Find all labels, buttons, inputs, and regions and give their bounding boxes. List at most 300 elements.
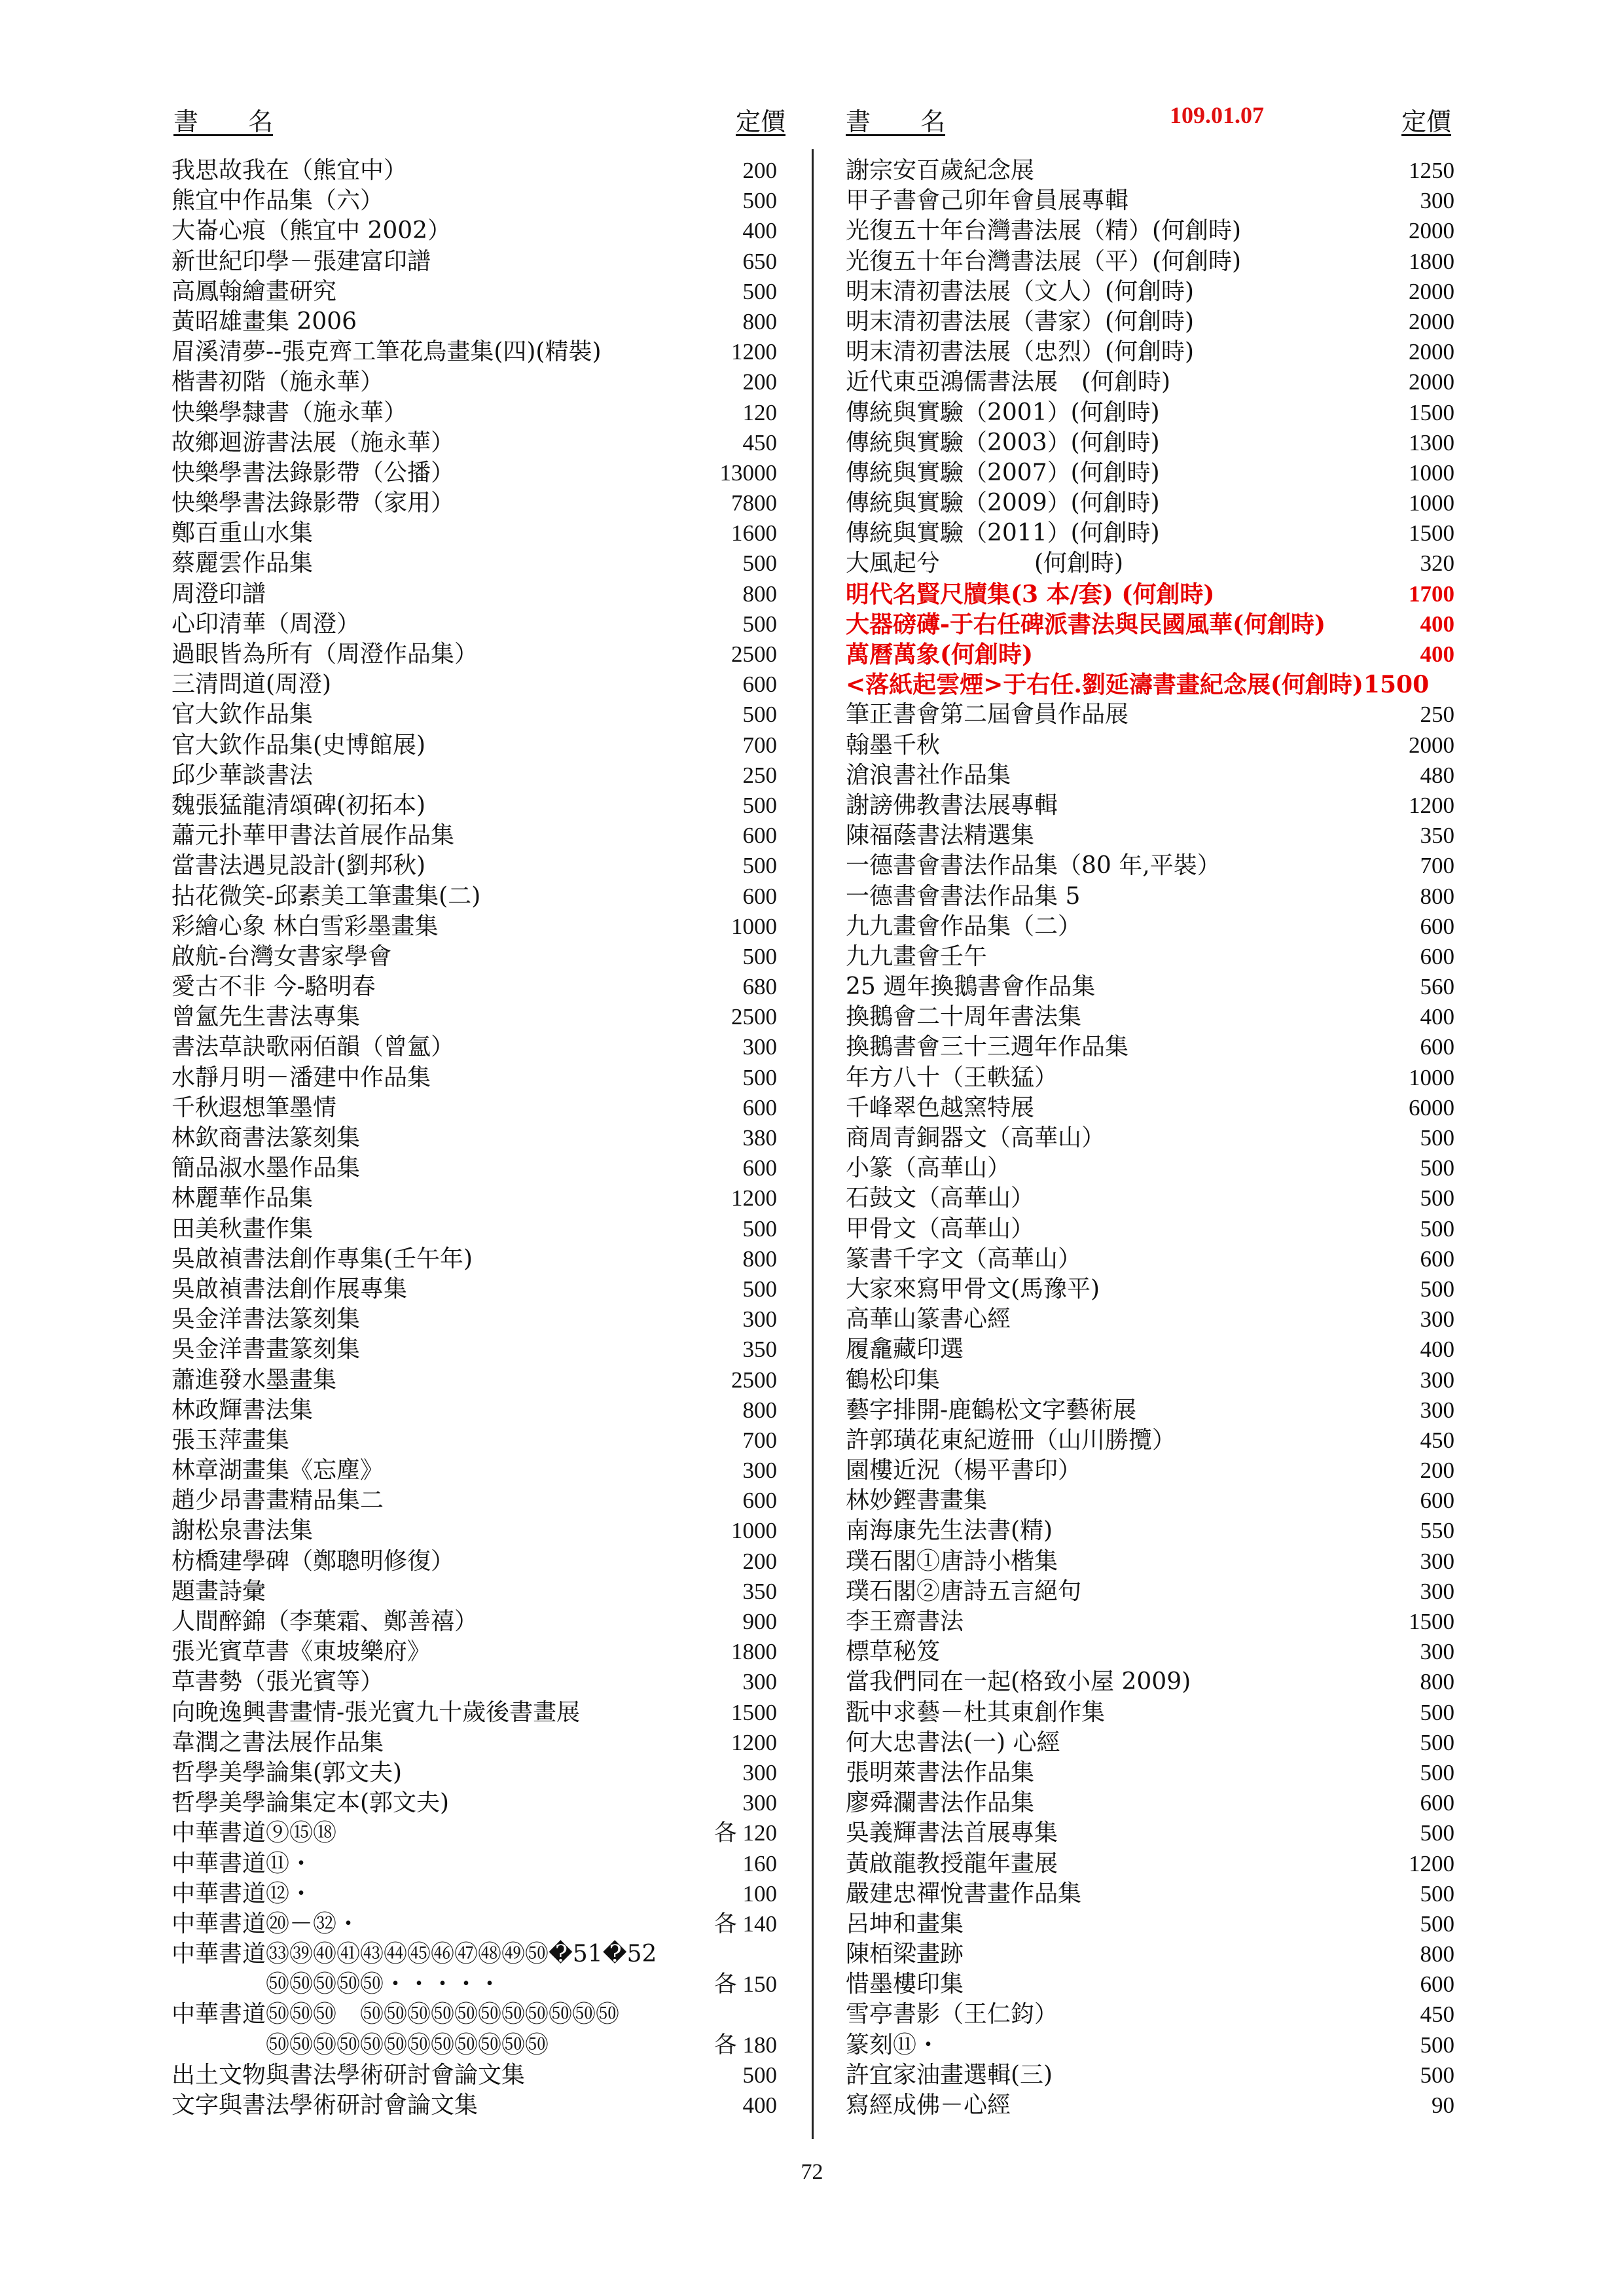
book-title: 彩繪心象 林白雪彩墨畫集 — [171, 912, 439, 940]
book-price: 500 — [1420, 2062, 1454, 2088]
book-row — [171, 2030, 777, 2060]
book-title: 25 週年換鵝書會作品集 — [846, 973, 1096, 1001]
book-title: 快樂學書法錄影帶（家用） — [171, 490, 455, 517]
book-row — [846, 609, 1454, 639]
book-title: 李王齋書法 — [846, 1608, 964, 1635]
book-title: 吳啟禎書法創作專集(壬午年) — [171, 1245, 473, 1272]
book-price: 500 — [742, 611, 777, 637]
book-price: 300 — [742, 1034, 777, 1060]
book-title: 我思故我在（熊宜中） — [171, 157, 408, 184]
book-row — [846, 1728, 1454, 1758]
book-row — [171, 1969, 777, 2000]
book-price: 500 — [742, 1276, 777, 1302]
book-title: 熊宜中作品集（六） — [171, 187, 384, 215]
book-title: 吳金洋書法篆刻集 — [171, 1306, 361, 1333]
book-title: 鄭百重山水集 — [171, 520, 314, 547]
book-price: 300 — [742, 1790, 777, 1816]
book-title: 篆刻⑪・ — [846, 2031, 941, 2058]
book-row — [846, 307, 1454, 337]
book-title: 萬曆萬象(何創時) — [846, 641, 1034, 668]
book-price: 400 — [1420, 1336, 1454, 1363]
book-row — [171, 1063, 777, 1093]
book-title: 拈花微笑-邱素美工筆畫集(二) — [171, 882, 481, 910]
right-column-header — [846, 101, 1451, 141]
book-price: 350 — [742, 1336, 777, 1363]
book-row — [846, 1758, 1454, 1788]
book-row — [171, 1849, 777, 1879]
book-title: 愛古不非 今-駱明春 — [171, 973, 376, 1001]
book-price: 800 — [1420, 1669, 1454, 1695]
book-title: 大器磅礡-于右任碑派書法與民國風華(何創時) — [846, 610, 1326, 638]
book-row — [846, 1637, 1454, 1667]
price-column-label: 定價 — [1401, 107, 1451, 136]
book-title: 履龕藏印選 — [846, 1336, 964, 1363]
book-price: 500 — [742, 943, 777, 969]
book-price: 6000 — [1409, 1094, 1454, 1121]
book-row — [171, 942, 777, 972]
book-price: 500 — [742, 2062, 777, 2088]
column-divider — [812, 149, 814, 2139]
book-title: 當我們同在一起(格致小屋 2009) — [846, 1668, 1191, 1696]
title-column-label: 書 名 — [173, 107, 274, 136]
book-row — [846, 548, 1454, 579]
book-title: 千秋遐想筆墨情 — [171, 1094, 337, 1121]
book-title: 呂坤和畫集 — [846, 1910, 964, 1937]
book-title: 滄浪書社作品集 — [846, 761, 1011, 789]
book-row — [171, 548, 777, 579]
book-title: 傳統與實驗（2001）(何創時) — [846, 399, 1160, 426]
book-title: 篆書千字文（高華山） — [846, 1245, 1082, 1272]
book-title: 官大欽作品集 — [171, 701, 314, 728]
book-row — [171, 1002, 777, 1032]
book-title: 明末清初書法展（書家）(何創時) — [846, 308, 1195, 335]
book-price: 800 — [742, 1397, 777, 1423]
book-price: 200 — [742, 369, 777, 395]
book-title: 許宜家油畫選輯(三) — [846, 2061, 1053, 2089]
book-price: 400 — [742, 2092, 777, 2118]
book-title: 傳統與實驗（2009）(何創時) — [846, 490, 1160, 517]
book-price: 200 — [742, 158, 777, 183]
book-row — [846, 277, 1454, 307]
book-price: 300 — [742, 1759, 777, 1785]
book-title: 曾氳先生書法專集 — [171, 1003, 361, 1031]
book-price: 1000 — [731, 913, 777, 939]
book-price: 1600 — [731, 520, 777, 547]
book-price: 1500 — [1409, 1609, 1454, 1634]
book-title: 哲學美學論集(郭文夫) — [171, 1759, 403, 1786]
book-row — [846, 518, 1454, 548]
book-row — [171, 1093, 777, 1123]
book-price: 1200 — [1409, 792, 1454, 818]
book-price: 250 — [742, 762, 777, 788]
book-price: 600 — [742, 883, 777, 909]
book-title: 魏張猛龍清頌碑(初拓本) — [171, 791, 426, 819]
book-price: 300 — [1420, 1367, 1454, 1393]
book-title: 蔡麗雲作品集 — [171, 550, 314, 577]
book-row — [846, 1516, 1454, 1546]
book-title: 官大欽作品集(史博館展) — [171, 731, 426, 759]
book-title: 邱少華談書法 — [171, 761, 314, 789]
book-price: 7800 — [731, 490, 777, 516]
book-price: 600 — [742, 1094, 777, 1121]
book-row — [846, 1939, 1454, 1969]
book-row — [846, 1969, 1454, 2000]
book-price: 300 — [1420, 1548, 1454, 1574]
book-row — [846, 1486, 1454, 1516]
book-price: 500 — [742, 278, 777, 304]
book-title: 出土文物與書法學術研討會論文集 — [171, 2061, 526, 2089]
book-price: 500 — [742, 702, 777, 728]
book-row — [846, 247, 1454, 277]
book-title: 楷書初階（施永華） — [171, 368, 384, 396]
book-row — [171, 1274, 777, 1304]
book-row — [846, 156, 1454, 186]
book-title: ㊿㊿㊿㊿㊿・・・・・ — [171, 1971, 502, 1998]
book-row — [171, 1153, 777, 1183]
book-row — [846, 1879, 1454, 1909]
book-price: 300 — [742, 1306, 777, 1333]
book-price: 各 120 — [713, 1820, 777, 1846]
book-row — [846, 1244, 1454, 1274]
book-title: 故鄉迴游書法展（施永華） — [171, 429, 455, 456]
book-row — [171, 1244, 777, 1274]
book-title: 吳義輝書法首展專集 — [846, 1820, 1058, 1847]
book-title: 九九畫會壬午 — [846, 942, 988, 970]
book-row — [846, 851, 1454, 881]
book-row — [171, 1577, 777, 1607]
book-row — [171, 1879, 777, 1909]
book-title: 九九畫會作品集（二） — [846, 912, 1082, 940]
book-price: 500 — [1420, 1185, 1454, 1211]
book-price: 450 — [742, 429, 777, 456]
book-price: 600 — [1420, 1246, 1454, 1272]
book-price: 2500 — [731, 1004, 777, 1030]
book-price: 500 — [742, 188, 777, 214]
book-title: 張光賓草書《東坡樂府》 — [171, 1638, 431, 1666]
book-price: 450 — [1420, 1427, 1454, 1453]
book-price: 400 — [742, 218, 777, 244]
book-price: 500 — [742, 1215, 777, 1242]
book-row — [846, 2090, 1454, 2121]
book-title: 中華書道⑳－㉜・ — [171, 1910, 361, 1937]
book-row — [171, 1728, 777, 1758]
book-title: 草書勢（張光賓等） — [171, 1668, 384, 1696]
book-row — [171, 700, 777, 730]
book-price: 500 — [1420, 1880, 1454, 1907]
book-price: 120 — [742, 399, 777, 425]
book-price: 300 — [1420, 188, 1454, 214]
book-row — [846, 730, 1454, 761]
book-title: 向晚逸興書畫情-張光賓九十歲後書畫展 — [171, 1698, 581, 1726]
book-row — [171, 518, 777, 548]
book-title: 黃昭雄畫集 2006 — [171, 308, 357, 335]
book-row — [846, 1063, 1454, 1093]
book-row — [846, 367, 1454, 397]
book-price: 500 — [1420, 1155, 1454, 1181]
book-title: 嚴建忠禪悅書畫作品集 — [846, 1880, 1082, 1907]
book-title: 新世紀印學－張建富印譜 — [171, 247, 431, 275]
book-title: 謝宗安百歲紀念展 — [846, 157, 1035, 184]
book-row — [171, 2060, 777, 2090]
book-title: 題畫詩彙 — [171, 1577, 266, 1605]
book-price: 480 — [1420, 762, 1454, 788]
book-price: 900 — [742, 1609, 777, 1634]
book-row — [171, 1032, 777, 1062]
book-price: 600 — [742, 672, 777, 698]
book-row — [171, 1335, 777, 1365]
book-price: 1200 — [731, 1729, 777, 1755]
book-row — [846, 1909, 1454, 1939]
book-price: 500 — [1420, 1125, 1454, 1151]
book-price: 250 — [1420, 702, 1454, 728]
book-price: 680 — [742, 974, 777, 1000]
book-row — [846, 1153, 1454, 1183]
book-price: 500 — [1420, 1276, 1454, 1302]
book-price: 650 — [742, 248, 777, 274]
book-title: 明末清初書法展（文人）(何創時) — [846, 278, 1195, 305]
book-price: 400 — [1420, 611, 1454, 637]
book-row — [846, 1304, 1454, 1335]
book-row — [846, 2030, 1454, 2060]
book-row — [171, 2000, 777, 2030]
book-price: 300 — [742, 1669, 777, 1695]
book-row — [846, 1607, 1454, 1637]
book-price: 1800 — [731, 1639, 777, 1665]
book-price: 2000 — [1409, 308, 1454, 334]
book-price: 300 — [1420, 1639, 1454, 1665]
book-title: 光復五十年台灣書法展（平）(何創時) — [846, 247, 1242, 275]
book-price: 600 — [1420, 1488, 1454, 1514]
book-price: 500 — [1420, 1215, 1454, 1242]
book-row — [171, 579, 777, 609]
book-title: 明代名賢尺牘集(3 本/套) (何創時) — [846, 580, 1215, 608]
book-title: 高華山篆書心經 — [846, 1306, 1011, 1333]
book-price: 380 — [742, 1125, 777, 1151]
book-title: 中華書道⑫・ — [171, 1880, 314, 1907]
book-row — [846, 1426, 1454, 1456]
book-title: 傳統與實驗（2007）(何創時) — [846, 459, 1160, 486]
book-row — [171, 670, 777, 700]
book-price: 2000 — [1409, 732, 1454, 758]
book-title: 光復五十年台灣書法展（精）(何創時) — [846, 217, 1242, 245]
book-title: ㊿㊿㊿㊿㊿㊿㊿㊿㊿㊿㊿㊿ — [171, 2031, 549, 2058]
book-title: 當書法遇見設計(劉邦秋) — [171, 852, 426, 880]
price-column-label: 定價 — [735, 107, 785, 136]
book-price: 700 — [742, 732, 777, 758]
book-title: 換鵝會二十周年書法集 — [846, 1003, 1082, 1031]
book-row — [171, 307, 777, 337]
book-row — [846, 639, 1454, 670]
book-row — [171, 398, 777, 428]
book-title: 吳金洋書畫篆刻集 — [171, 1336, 361, 1363]
book-price: 600 — [1420, 1034, 1454, 1060]
book-title: 黃啟龍教授龍年畫展 — [846, 1850, 1058, 1877]
book-price: 1250 — [1409, 158, 1454, 183]
book-row — [846, 1818, 1454, 1848]
book-title: 謝謗佛教書法展專輯 — [846, 791, 1058, 819]
book-row — [846, 670, 1454, 700]
book-row — [846, 337, 1454, 367]
book-price: 90 — [1432, 2092, 1454, 2118]
book-title: 中華書道⑨⑮⑱ — [171, 1820, 337, 1847]
book-title: 藝字排開-鹿鶴松文字藝術展 — [846, 1396, 1137, 1424]
book-title: 甲子書會己卯年會員展專輯 — [846, 187, 1129, 215]
book-title: 枋橋建學碑（鄭聰明修復） — [171, 1547, 455, 1575]
book-price: 13000 — [719, 459, 777, 486]
book-price: 500 — [1420, 2032, 1454, 2058]
book-title: 林欽商書法篆刻集 — [171, 1124, 361, 1151]
book-title: 翫中求藝－杜其東創作集 — [846, 1698, 1106, 1726]
book-row — [171, 216, 777, 246]
book-row — [846, 1365, 1454, 1395]
book-price: 1000 — [1409, 459, 1454, 486]
book-title: 過眼皆為所有（周澄作品集） — [171, 641, 478, 668]
book-row — [846, 1032, 1454, 1062]
book-title: 心印清華（周澄） — [171, 610, 361, 637]
book-row — [171, 186, 777, 216]
book-row — [846, 1214, 1454, 1244]
book-row — [846, 1274, 1454, 1304]
book-price: 1500 — [1409, 399, 1454, 425]
book-price: 500 — [1420, 1729, 1454, 1755]
book-row — [171, 761, 777, 791]
book-row — [171, 428, 777, 458]
book-row — [171, 1123, 777, 1153]
book-price: 2000 — [1409, 278, 1454, 304]
book-row — [846, 579, 1454, 609]
book-row — [846, 2000, 1454, 2030]
book-row — [171, 912, 777, 942]
book-price: 1200 — [731, 1185, 777, 1211]
book-title: 明末清初書法展（忠烈）(何創時) — [846, 338, 1195, 366]
book-price: 200 — [742, 1548, 777, 1574]
book-row — [846, 1335, 1454, 1365]
book-row — [846, 1123, 1454, 1153]
book-title: 張玉萍畫集 — [171, 1426, 290, 1454]
book-title: 筆正書會第二屆會員作品展 — [846, 701, 1129, 728]
book-row — [846, 458, 1454, 488]
book-price: 500 — [1420, 1759, 1454, 1785]
book-price: 500 — [742, 853, 777, 879]
book-title: 惜墨樓印集 — [846, 1971, 964, 1998]
book-price: 400 — [1420, 1004, 1454, 1030]
book-row — [171, 1395, 777, 1426]
book-row — [846, 821, 1454, 851]
book-title: 水靜月明－潘建中作品集 — [171, 1064, 431, 1091]
book-title: 陳栢梁畫跡 — [846, 1941, 964, 1968]
book-row — [171, 639, 777, 670]
book-row — [171, 1486, 777, 1516]
book-title: 石鼓文（高華山） — [846, 1185, 1035, 1212]
book-title: 大崙心痕（熊宜中 2002） — [171, 217, 452, 245]
book-title: 田美秋畫作集 — [171, 1215, 314, 1242]
book-row — [846, 488, 1454, 518]
book-row — [846, 1456, 1454, 1486]
title-column-label: 書 名 — [846, 107, 946, 136]
book-title: 謝松泉書法集 — [171, 1517, 314, 1545]
catalog-date: 109.01.07 — [1170, 102, 1264, 128]
book-title: 快樂學隸書（施永華） — [171, 399, 408, 426]
book-price: 600 — [1420, 913, 1454, 939]
book-row — [171, 337, 777, 367]
book-title: 標草秘笈 — [846, 1638, 941, 1666]
book-price: 1300 — [1409, 429, 1454, 456]
book-price: 各 150 — [713, 1971, 777, 1998]
book-row — [171, 488, 777, 518]
book-row — [846, 1698, 1454, 1728]
book-row — [846, 2060, 1454, 2090]
book-row — [171, 1698, 777, 1728]
book-price: 450 — [1420, 2001, 1454, 2028]
book-row — [846, 1002, 1454, 1032]
book-row — [846, 1667, 1454, 1697]
book-row — [171, 1667, 777, 1697]
book-row — [171, 1788, 777, 1818]
book-price: 500 — [1420, 1820, 1454, 1846]
book-title: 鶴松印集 — [846, 1366, 941, 1393]
book-row — [171, 1607, 777, 1637]
book-title: 許郭璜花東紀遊冊（山川勝攬） — [846, 1426, 1176, 1454]
book-price: 560 — [1420, 974, 1454, 1000]
book-row — [171, 1758, 777, 1788]
book-title: 快樂學書法錄影帶（公播） — [171, 459, 455, 486]
right-book-list — [846, 156, 1454, 2121]
book-price: 600 — [742, 1155, 777, 1181]
book-row — [171, 1456, 777, 1486]
book-title: 寫經成佛－心經 — [846, 2092, 1011, 2119]
book-row — [846, 428, 1454, 458]
book-row — [846, 1547, 1454, 1577]
book-row — [171, 2090, 777, 2121]
book-row — [171, 791, 777, 821]
book-row — [171, 247, 777, 277]
book-price: 各 140 — [713, 1910, 777, 1937]
book-price: 500 — [742, 792, 777, 818]
book-title: 眉溪清夢--張克齊工筆花鳥畫集(四)(精裝) — [171, 338, 602, 366]
book-price: 200 — [1420, 1458, 1454, 1484]
book-title: 甲骨文（高華山） — [846, 1215, 1035, 1242]
book-price: 800 — [742, 308, 777, 334]
book-price: 500 — [742, 1064, 777, 1090]
book-row — [846, 1849, 1454, 1879]
book-price: 300 — [1420, 1306, 1454, 1333]
book-title: 啟航-台灣女書家學會 — [171, 942, 392, 970]
book-row — [171, 851, 777, 881]
book-row — [171, 1365, 777, 1395]
book-title: 陳福蔭書法精選集 — [846, 822, 1035, 850]
book-row — [846, 1577, 1454, 1607]
book-row — [171, 1426, 777, 1456]
book-title: 中華書道㉝㊴㊵㊶㊸㊹㊺㊻㊼㊽㊾㊿�51�52 — [171, 1941, 657, 1968]
book-row — [171, 609, 777, 639]
book-row — [846, 882, 1454, 912]
book-price: 600 — [742, 823, 777, 849]
book-row — [171, 821, 777, 851]
book-row — [846, 1183, 1454, 1213]
book-price: 350 — [742, 1578, 777, 1604]
book-title: 大風起兮 (何創時) — [846, 550, 1124, 577]
book-price: 1800 — [1409, 248, 1454, 274]
book-price: 500 — [1420, 1699, 1454, 1725]
book-price: 2500 — [731, 1367, 777, 1393]
book-row — [171, 156, 777, 186]
book-row — [846, 972, 1454, 1002]
book-price: 800 — [742, 581, 777, 607]
book-row — [171, 277, 777, 307]
book-title: 書法草訣歌兩佰韻（曾氳） — [171, 1033, 455, 1061]
book-price: 1200 — [731, 339, 777, 365]
book-price: 700 — [1420, 853, 1454, 879]
